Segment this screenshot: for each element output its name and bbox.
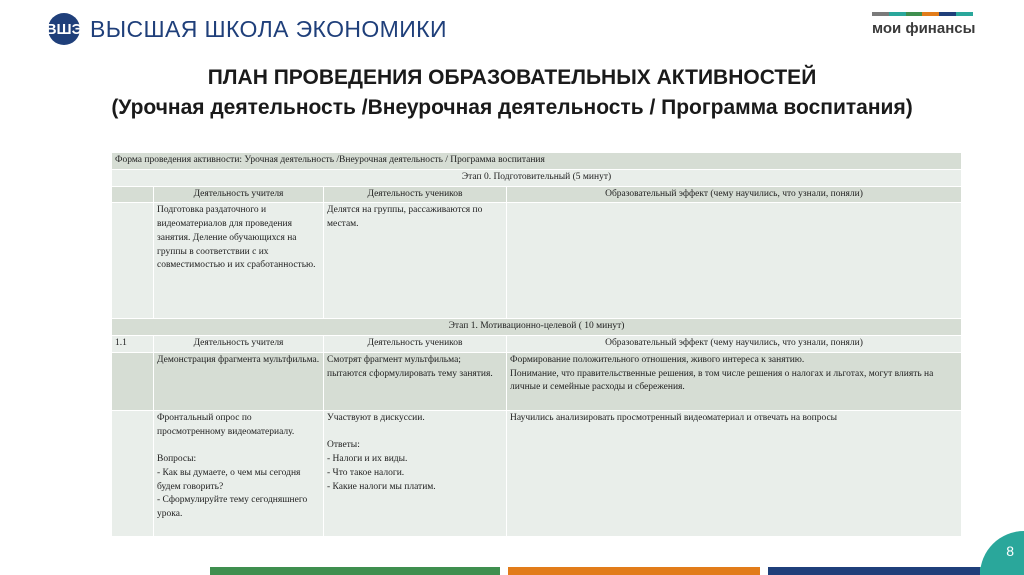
header-row xyxy=(112,336,962,353)
stage-title: Этап 0. Подготовительный (5 минут) xyxy=(112,169,962,186)
column-header: Деятельность учителя xyxy=(154,336,324,353)
stripe xyxy=(939,12,956,16)
bar-segment xyxy=(210,567,500,575)
form-row xyxy=(112,153,962,170)
stage-row xyxy=(112,169,962,186)
teacher-activity: Подготовка раздаточного и видеоматериалов для проведения занятия. Деление обучающихся на группы в соответствии с их совместимостью и их сработанностью. xyxy=(154,203,324,319)
activity-plan-table xyxy=(111,152,962,537)
teacher-activity: Демонстрация фрагмента мультфильма. xyxy=(154,352,324,410)
column-header: Деятельность учеников xyxy=(324,186,507,203)
hse-logo: ВШЭ xyxy=(48,13,80,45)
column-header: Образовательный эффект (чему научились, что узнали, поняли) xyxy=(507,336,962,353)
bottom-color-bar xyxy=(0,567,1024,575)
stripe xyxy=(906,12,923,16)
partner-logo-stripes xyxy=(872,12,973,16)
stage-title: Этап 1. Мотивационно-целевой ( 10 минут) xyxy=(112,319,962,336)
bar-segment xyxy=(508,567,760,575)
table-row xyxy=(112,203,962,319)
stripe xyxy=(922,12,939,16)
bar-segment xyxy=(0,567,210,575)
header-row xyxy=(112,186,962,203)
column-header: Образовательный эффект (чему научились, что узнали, поняли) xyxy=(507,186,962,203)
student-activity: Участвуют в дискуссии. Ответы: - Налоги и их виды. - Что такое налоги. - Какие налоги мы платим. xyxy=(324,410,507,536)
page-title: ПЛАН ПРОВЕДЕНИЯ ОБРАЗОВАТЕЛЬНЫХ АКТИВНОСТЕЙ xyxy=(207,66,817,89)
form-cell: Форма проведения активности: Урочная деятельность /Внеурочная деятельность / Программа воспитания xyxy=(112,153,962,170)
column-header: Деятельность учеников xyxy=(324,336,507,353)
bar-gap xyxy=(500,567,508,575)
bar-segment xyxy=(768,567,980,575)
stripe xyxy=(889,12,906,16)
educational-effect xyxy=(507,203,962,319)
student-activity: Смотрят фрагмент мультфильма; пытаются сформулировать тему занятия. xyxy=(324,352,507,410)
table-row xyxy=(112,352,962,410)
num-cell: 1.1 xyxy=(112,336,154,353)
stage-row xyxy=(112,319,962,336)
educational-effect: Научились анализировать просмотренный видеоматериал и отвечать на вопросы xyxy=(507,410,962,536)
teacher-activity: Фронтальный опрос по просмотренному видеоматериалу. Вопросы: - Как вы думаете, о чем мы сегодня будем говорить? - Сформулируйте тему сегодняшнего урока. xyxy=(154,410,324,536)
column-header: Деятельность учителя xyxy=(154,186,324,203)
bar-gap xyxy=(760,567,768,575)
num-cell xyxy=(112,203,154,319)
stripe xyxy=(956,12,973,16)
page-subtitle: (Урочная деятельность /Внеурочная деятельность / Программа воспитания) xyxy=(111,96,913,119)
page-number: 8 xyxy=(980,531,1024,575)
table-row xyxy=(112,410,962,536)
partner-logo: мои финансы xyxy=(872,20,976,37)
num-cell xyxy=(112,186,154,203)
org-name: ВЫСШАЯ ШКОЛА ЭКОНОМИКИ xyxy=(90,16,447,42)
educational-effect: Формирование положительного отношения, живого интереса к занятию. Понимание, что правительственные решения, в том числе решения о налогах и льготах, могут влиять на личные и семейные расходы и сбережения. xyxy=(507,352,962,410)
num-cell xyxy=(112,410,154,536)
student-activity: Делятся на группы, рассаживаются по местам. xyxy=(324,203,507,319)
stripe xyxy=(872,12,889,16)
num-cell xyxy=(112,352,154,410)
